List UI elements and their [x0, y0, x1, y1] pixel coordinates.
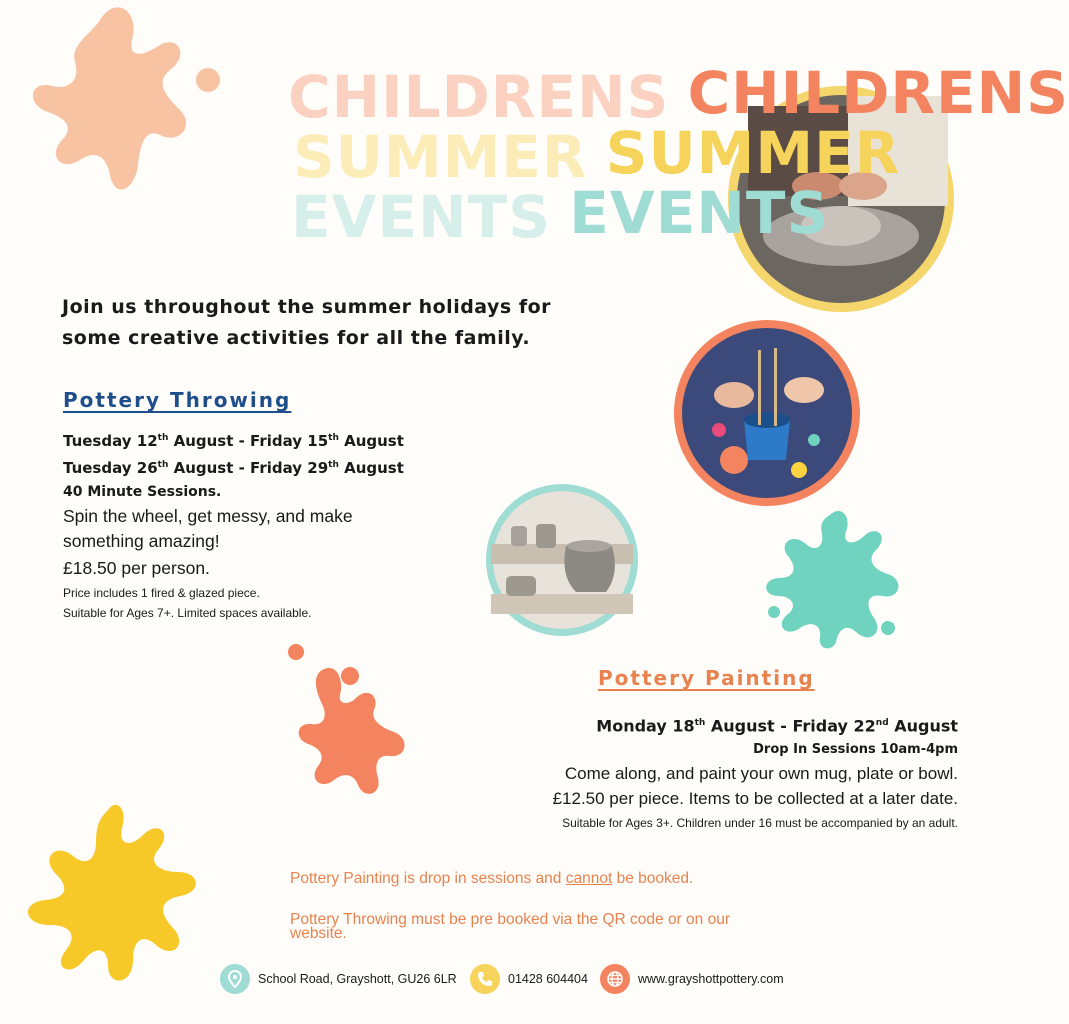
painting-suitability: Suitable for Ages 3+. Children under 16 must be accompanied by an adult.	[562, 816, 958, 831]
pottery-throwing-heading: Pottery Throwing	[63, 388, 292, 412]
pottery-painting-heading: Pottery Painting	[598, 666, 815, 690]
throwing-note-2: Suitable for Ages 7+. Limited spaces available.	[63, 606, 312, 620]
throwing-dates-2: Tuesday 26th August - Friday 29th August	[63, 459, 404, 477]
painting-dates: Monday 18th August - Friday 22nd August	[596, 716, 958, 736]
yellow-splat-icon	[8, 800, 208, 990]
throwing-sessions: 40 Minute Sessions.	[63, 484, 222, 500]
throwing-note-1: Price includes 1 fired & glazed piece.	[63, 586, 260, 600]
location-pin-icon	[220, 964, 250, 994]
peach-splat-icon	[20, 0, 230, 210]
teal-splat-icon	[760, 500, 910, 650]
coral-splat-icon	[282, 640, 422, 810]
painting-booking-note: Pottery Painting is drop in sessions and cannot be booked.	[290, 870, 694, 887]
title-line-3: EVENTS EVENTS	[291, 179, 830, 251]
throwing-price: £18.50 per person.	[63, 558, 210, 578]
throwing-desc-1: Spin the wheel, get messy, and make	[63, 506, 353, 526]
pottery-throwing-details	[63, 426, 404, 623]
painting-sessions: Drop In Sessions 10am-4pm	[753, 742, 958, 758]
globe-icon	[600, 964, 630, 994]
intro-text: Join us throughout the summer holidays for some creative activities for all the family.	[62, 296, 552, 349]
painting-price: £12.50 per piece. Items to be collected at a later date.	[552, 789, 958, 809]
title-line-2: SUMMER SUMMER	[293, 119, 901, 191]
pottery-painting-details	[553, 710, 958, 835]
title-line-1: CHILDRENS CHILDRENS	[288, 59, 1069, 131]
painting-desc: Come along, and paint your own mug, plate or bowl.	[564, 764, 958, 784]
footer-phone-text[interactable]: 01428 604404	[508, 972, 588, 986]
throwing-dates-1: Tuesday 12th August - Friday 15th August	[63, 432, 404, 450]
footer-website-text[interactable]: www.grayshottpottery.com	[638, 972, 784, 986]
footer-address-text: School Road, Grayshott, GU26 6LR	[258, 972, 457, 986]
footer-phone[interactable]	[470, 964, 588, 994]
phone-icon	[470, 964, 500, 994]
clay-pots-photo	[486, 484, 638, 636]
pottery-painting-photo	[674, 320, 860, 506]
throwing-booking-note: Pottery Throwing must be pre booked via the QR code or on our website.	[290, 911, 730, 942]
throwing-desc-2: something amazing!	[63, 531, 220, 551]
footer-address	[220, 964, 457, 994]
footer-website[interactable]	[600, 964, 784, 994]
